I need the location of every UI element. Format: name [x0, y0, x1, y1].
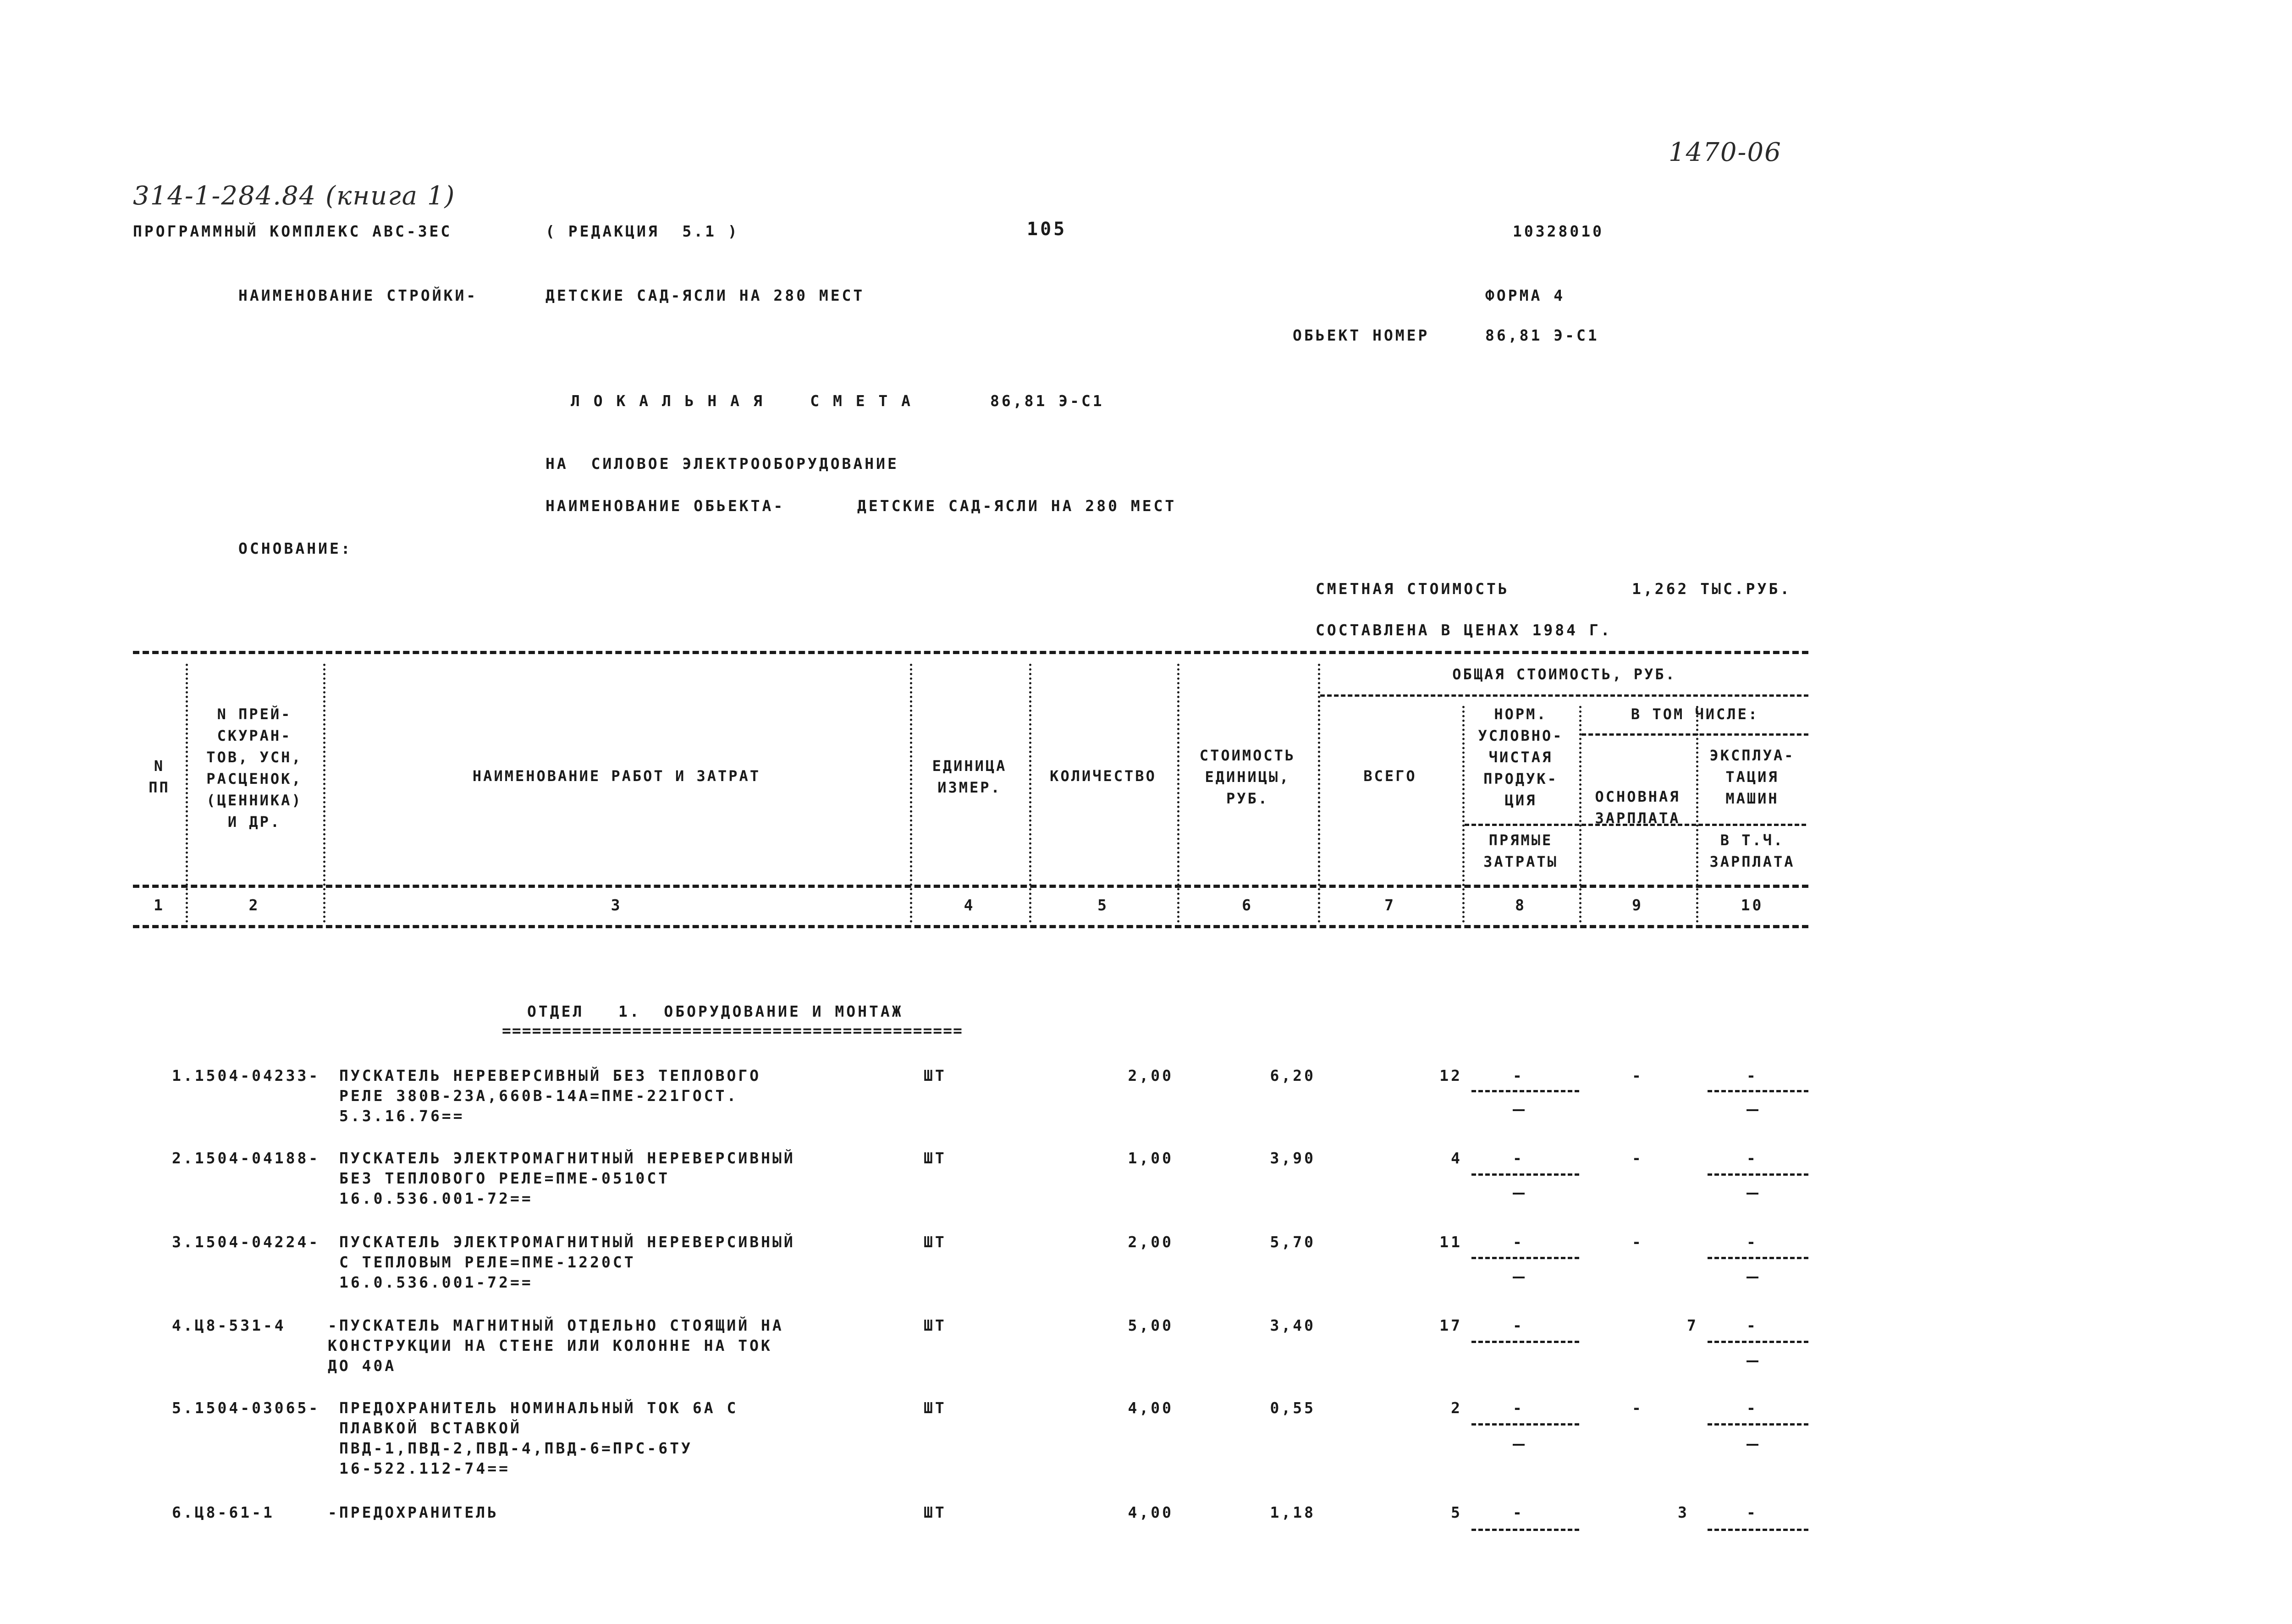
- col-divider: [1029, 664, 1031, 923]
- header-work-name: НАИМЕНОВАНИЕ РАБОТ И ЗАТРАТ: [472, 767, 761, 785]
- row-unit-cost: 3,90: [1270, 1149, 1316, 1167]
- incl-group-rule: [1581, 733, 1808, 736]
- header-row-number: N ПП: [149, 757, 170, 796]
- row-unit: ШТ: [924, 1233, 947, 1251]
- row-unit: ШТ: [924, 1503, 947, 1521]
- row-description: -ПУСКАТЕЛЬ МАГНИТНЫЙ ОТДЕЛЬНО СТОЯЩИЙ НА КОНСТРУКЦИИ НА СТЕНЕ ИЛИ КОЛОННЕ НА ТОК ДО 40А: [328, 1316, 784, 1375]
- row-machine-operation: -: [1747, 1233, 1758, 1251]
- row-code: 5.1504-03065-: [172, 1399, 320, 1417]
- header-total: ВСЕГО: [1363, 767, 1417, 785]
- row-description: ПУСКАТЕЛЬ ЭЛЕКТРОМАГНИТНЫЙ НЕРЕВЕРСИВНЫЙ С ТЕПЛОВЫМ РЕЛЕ=ПМЕ-1220СТ 16.0.536.001-72==: [339, 1233, 795, 1291]
- subtotal-rule: [1708, 1423, 1808, 1426]
- column-number: 9: [1632, 896, 1643, 914]
- row-total: 5: [1451, 1503, 1462, 1521]
- program-name: ПРОГРАММНЫЙ КОМПЛЕКС АВС-3ЕС: [133, 222, 452, 240]
- header-machine-operation: ЭКСПЛУА- ТАЦИЯ МАШИН: [1709, 747, 1795, 807]
- subtotal-rule: [1471, 1423, 1579, 1426]
- row-unit-cost: 1,18: [1270, 1503, 1316, 1521]
- subtotal-rule: [1708, 1529, 1808, 1531]
- row-net-production: -: [1513, 1503, 1524, 1521]
- row-total: 17: [1439, 1316, 1462, 1334]
- program-edition: ( РЕДАКЦИЯ 5.1 ): [545, 222, 739, 240]
- subtotal-rule: [1471, 1090, 1579, 1092]
- construction-label: НАИМЕНОВАНИЕ СТРОЙКИ-: [238, 286, 478, 304]
- col-divider: [323, 664, 325, 923]
- subtotal-dash: [1513, 1109, 1525, 1111]
- row-code: 1.1504-04233-: [172, 1067, 320, 1085]
- row-net-production: -: [1513, 1067, 1524, 1085]
- col-divider: [1696, 706, 1698, 923]
- row-code: 3.1504-04224-: [172, 1233, 320, 1251]
- header-direct-costs: ПРЯМЫЕ ЗАТРАТЫ: [1483, 831, 1558, 870]
- basis-label: ОСНОВАНИЕ:: [238, 539, 353, 557]
- column-number: 1: [154, 896, 165, 914]
- header-total-cost-group: ОБЩАЯ СТОИМОСТЬ, РУБ.: [1452, 666, 1676, 683]
- subtotal-dash: [1747, 1109, 1758, 1111]
- price-basis: СОСТАВЛЕНА В ЦЕНАХ 1984 Г.: [1316, 621, 1612, 639]
- section-underline: ==============================================: [502, 1022, 963, 1040]
- row-unit: ШТ: [924, 1067, 947, 1085]
- row-unit-cost: 0,55: [1270, 1399, 1316, 1417]
- form-label: ФОРМА 4: [1485, 286, 1565, 304]
- column-number: 3: [611, 896, 623, 914]
- subtotal-rule: [1708, 1257, 1808, 1259]
- header-base-salary: ОСНОВНАЯ ЗАРПЛАТА: [1595, 788, 1680, 827]
- row-total: 4: [1451, 1149, 1462, 1167]
- row-unit-cost: 6,20: [1270, 1067, 1316, 1085]
- header-quantity: КОЛИЧЕСТВО: [1050, 767, 1157, 785]
- column-number: 5: [1097, 896, 1109, 914]
- row-quantity: 2,00: [1128, 1233, 1174, 1251]
- row-code: 2.1504-04188-: [172, 1149, 320, 1167]
- row-net-production: -: [1513, 1233, 1524, 1251]
- column-number: 6: [1242, 896, 1253, 914]
- handwritten-project-code: 314-1-284.84 (книга 1): [133, 181, 456, 211]
- handwritten-archive-number: 1470-06: [1669, 138, 1782, 167]
- row-base-salary: 7: [1687, 1316, 1698, 1334]
- estimate-purpose: НА СИЛОВОЕ ЭЛЕКТРООБОРУДОВАНИЕ: [545, 455, 899, 473]
- row-unit-cost: 5,70: [1270, 1233, 1316, 1251]
- header-unit-cost: СТОИМОСТЬ ЕДИНИЦЫ, РУБ.: [1199, 747, 1296, 807]
- row-machine-operation: -: [1747, 1149, 1758, 1167]
- document-code: 10328010: [1513, 222, 1604, 240]
- row-description: -ПРЕДОХРАНИТЕЛЬ: [328, 1503, 499, 1521]
- table-header-rule: [133, 885, 1808, 888]
- table-numbers-rule: [133, 925, 1808, 928]
- row-unit: ШТ: [924, 1149, 947, 1167]
- header-including: В ТОМ ЧИСЛЕ:: [1631, 705, 1759, 723]
- column-number: 2: [248, 896, 260, 914]
- row-net-production: -: [1513, 1399, 1524, 1417]
- row-quantity: 1,00: [1128, 1149, 1174, 1167]
- row-total: 11: [1439, 1233, 1462, 1251]
- construction-name: ДЕТСКИЕ САД-ЯСЛИ НА 280 МЕСТ: [545, 286, 865, 304]
- object-number: 86,81 Э-С1: [1485, 326, 1599, 344]
- row-machine-operation: -: [1747, 1316, 1758, 1334]
- subtotal-dash: [1747, 1193, 1758, 1195]
- row-net-production: -: [1513, 1149, 1524, 1167]
- column-number: 10: [1741, 896, 1764, 914]
- row-code: 6.Ц8-61-1: [172, 1503, 275, 1521]
- row-machine-operation: -: [1747, 1067, 1758, 1085]
- row-base-salary: -: [1632, 1067, 1643, 1085]
- subtotal-dash: [1747, 1277, 1758, 1278]
- row-total: 12: [1439, 1067, 1462, 1085]
- subtotal-dash: [1747, 1360, 1758, 1362]
- col-divider: [1318, 664, 1320, 923]
- subtotal-rule: [1471, 1529, 1579, 1531]
- estimate-number: 86,81 Э-С1: [990, 392, 1104, 410]
- row-description: ПУСКАТЕЛЬ ЭЛЕКТРОМАГНИТНЫЙ НЕРЕВЕРСИВНЫЙ БЕЗ ТЕПЛОВОГО РЕЛЕ=ПМЕ-0510СТ 16.0.536.001-72==: [339, 1149, 795, 1207]
- subtotal-rule: [1471, 1173, 1579, 1176]
- row-unit: ШТ: [924, 1316, 947, 1334]
- subtotal-dash: [1747, 1444, 1758, 1446]
- total-group-rule: [1320, 694, 1808, 697]
- row-description: ПРЕДОХРАНИТЕЛЬ НОМИНАЛЬНЫЙ ТОК 6А С ПЛАВКОЙ ВСТАВКОЙ ПВД-1,ПВД-2,ПВД-4,ПВД-6=ПРС-6ТУ 16-522.112-74==: [339, 1399, 738, 1477]
- estimated-cost-label: СМЕТНАЯ СТОИМОСТЬ: [1316, 580, 1510, 598]
- header-price-reference: N ПРЕЙ- СКУРАН- ТОВ, УСН, РАСЦЕНОК, (ЦЕННИКА) И ДР.: [206, 705, 303, 831]
- row-quantity: 5,00: [1128, 1316, 1174, 1334]
- row-base-salary: -: [1632, 1149, 1643, 1167]
- subtotal-dash: [1513, 1277, 1525, 1278]
- header-unit: ЕДИНИЦА ИЗМЕР.: [932, 757, 1007, 796]
- estimate-title: Л О К А Л Ь Н А Я С М Е Т А: [571, 392, 913, 410]
- subtotal-rule: [1471, 1257, 1579, 1259]
- column-number: 4: [964, 896, 975, 914]
- subtotal-rule: [1708, 1090, 1808, 1092]
- section-title: ОТДЕЛ 1. ОБОРУДОВАНИЕ И МОНТАЖ: [527, 1002, 904, 1020]
- header-machine-salary: В Т.Ч. ЗАРПЛАТА: [1709, 831, 1795, 870]
- page-number: 105: [1027, 219, 1067, 240]
- row-code: 4.Ц8-531-4: [172, 1316, 286, 1334]
- subtotal-dash: [1513, 1444, 1525, 1446]
- row-unit: ШТ: [924, 1399, 947, 1417]
- header-net-production: НОРМ. УСЛОВНО- ЧИСТАЯ ПРОДУК- ЦИЯ: [1478, 705, 1564, 809]
- column-number: 7: [1384, 896, 1396, 914]
- row-quantity: 4,00: [1128, 1399, 1174, 1417]
- object-number-label: ОБЬЕКТ НОМЕР: [1293, 326, 1430, 344]
- row-base-salary: -: [1632, 1399, 1643, 1417]
- object-name-label: НАИМЕНОВАНИЕ ОБЬЕКТА-: [545, 497, 785, 515]
- row-base-salary: 3: [1678, 1503, 1689, 1521]
- subtotal-rule: [1471, 1341, 1579, 1343]
- row-quantity: 2,00: [1128, 1067, 1174, 1085]
- subtotal-dash: [1513, 1193, 1525, 1195]
- subtotal-rule: [1708, 1173, 1808, 1176]
- row-unit-cost: 3,40: [1270, 1316, 1316, 1334]
- column-number: 8: [1515, 896, 1526, 914]
- row-total: 2: [1451, 1399, 1462, 1417]
- object-name: ДЕТСКИЕ САД-ЯСЛИ НА 280 МЕСТ: [857, 497, 1177, 515]
- subtotal-rule: [1708, 1341, 1808, 1343]
- row-net-production: -: [1513, 1316, 1524, 1334]
- row-description: ПУСКАТЕЛЬ НЕРЕВЕРСИВНЫЙ БЕЗ ТЕПЛОВОГО РЕЛЕ 380В-23А,660В-14А=ПМЕ-221ГОСТ. 5.3.16.76==: [339, 1067, 761, 1125]
- row-machine-operation: -: [1747, 1503, 1758, 1521]
- row-quantity: 4,00: [1128, 1503, 1174, 1521]
- row-base-salary: -: [1632, 1233, 1643, 1251]
- row-machine-operation: -: [1747, 1399, 1758, 1417]
- table-top-rule: [133, 651, 1808, 654]
- estimated-cost-value: 1,262 ТЫС.РУБ.: [1632, 580, 1792, 598]
